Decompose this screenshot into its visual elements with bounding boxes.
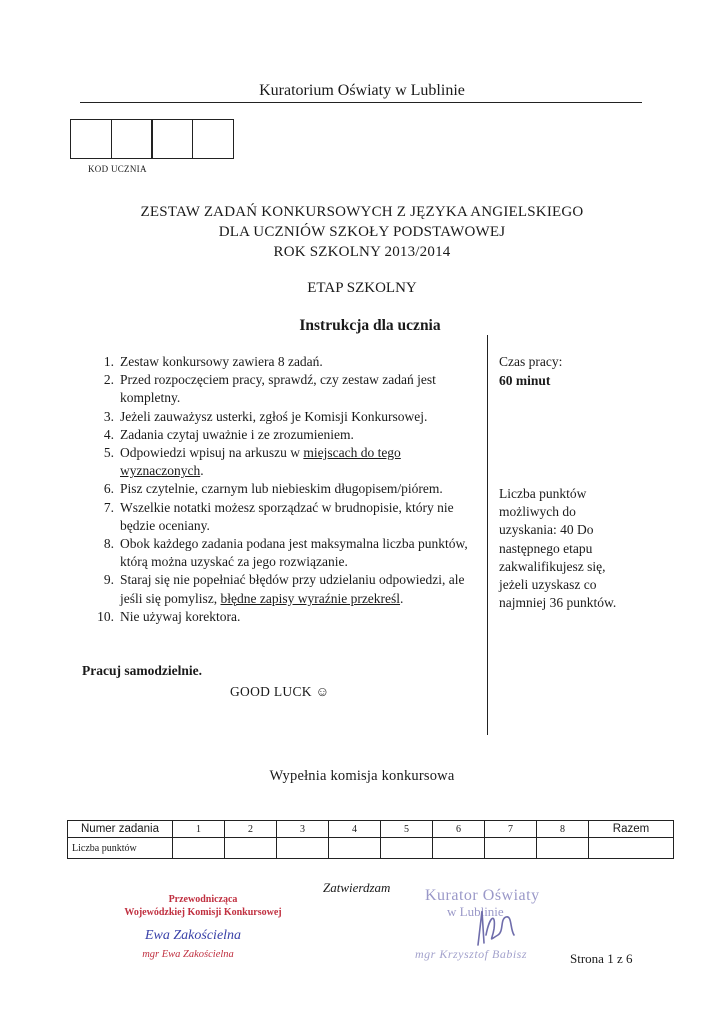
list-item: 10. Nie używaj korektora.	[97, 608, 241, 624]
points-cell[interactable]	[537, 838, 589, 859]
list-item: 2. Przed rozpoczęciem pracy, sprawdź, czy zestaw zadań jest kompletny.	[103, 372, 436, 406]
student-code-boxes	[70, 119, 232, 159]
instruction-text: Zadania czytaj uważnie i ze zrozumieniem.	[120, 426, 354, 442]
instruction-text: Nie używaj korektora.	[120, 608, 241, 624]
student-code-box[interactable]	[151, 119, 193, 159]
total-header: Razem	[589, 821, 674, 838]
chair-name: mgr Ewa Zakościelna	[142, 949, 234, 960]
list-item: 4. Zadania czytaj uważnie i ze zrozumieniem.	[103, 426, 354, 442]
curator-stamp-line-1: Kurator Oświaty	[425, 887, 540, 904]
instructions-heading: Instrukcja dla ucznia	[299, 317, 441, 334]
task-number-cell: 2	[225, 821, 277, 838]
task-number-cell: 4	[329, 821, 381, 838]
column-divider	[487, 335, 488, 735]
task-number-cell: 7	[485, 821, 537, 838]
instruction-text: Staraj się nie popełniać błędów przy udzielaniu odpowiedzi, ale jeśli się pomylisz,	[120, 572, 465, 606]
student-code-box[interactable]	[111, 119, 153, 159]
instruction-underlined: błędne zapisy wyraźnie przekreśl	[220, 590, 401, 606]
list-item: 9. Staraj się nie popełniać błędów przy udzielaniu odpowiedzi, ale jeśli się pomylisz, błędne zapisy wyraźnie przekreśl.	[103, 572, 465, 606]
instruction-underlined: miejscach do tego wyznaczonych	[120, 445, 401, 479]
approval-label: Zatwierdzam	[323, 880, 391, 895]
instruction-text: Przed rozpoczęciem pracy, sprawdź, czy zestaw zadań jest kompletny.	[120, 372, 436, 406]
title-line-1: ZESTAW ZADAŃ KONKURSOWYCH Z JĘZYKA ANGIELSKIEGO	[140, 204, 584, 220]
instructions-list	[92, 353, 482, 626]
table-row	[68, 821, 674, 838]
task-number-cell: 8	[537, 821, 589, 838]
instruction-text: Pisz czytelnie, czarnym lub niebieskim długopisem/piórem.	[120, 481, 443, 497]
curator-signature-icon	[472, 905, 518, 951]
instruction-text: Wszelkie notatki możesz sporządzać w brudnopisie, który nie będzie oceniany.	[120, 499, 454, 533]
points-cell[interactable]	[277, 838, 329, 859]
student-code-box[interactable]	[70, 119, 112, 159]
list-item: 3. Jeżeli zauważysz usterki, zgłoś je Komisji Konkursowej.	[103, 408, 428, 424]
student-code-label: KOD UCZNIA	[88, 164, 147, 174]
table-row	[68, 838, 674, 859]
instruction-text: Odpowiedzi wpisuj na arkuszu w	[120, 445, 304, 461]
task-number-cell: 1	[173, 821, 225, 838]
task-number-header: Numer zadania	[68, 821, 173, 838]
points-cell[interactable]	[329, 838, 381, 859]
curator-name: mgr Krzysztof Babisz	[415, 947, 528, 961]
task-number-cell: 6	[433, 821, 485, 838]
list-item: 5. Odpowiedzi wpisuj na arkuszu w miejscach do tego wyznaczonych.	[103, 445, 401, 479]
score-table	[67, 820, 674, 859]
curator-stamp-line-2: w Lublinie	[447, 904, 504, 919]
student-code-box[interactable]	[192, 119, 234, 159]
time-value: 60 minut	[499, 373, 551, 388]
chair-stamp: Przewodnicząca Wojewódzkiej Komisji Konkursowej	[124, 894, 282, 918]
list-item: 1. Zestaw konkursowy zawiera 8 zadań.	[103, 354, 323, 369]
stage-title: ETAP SZKOLNY	[307, 280, 417, 296]
time-label: Czas pracy:	[499, 354, 563, 369]
header-institution: Kuratorium Oświaty w Lublinie	[259, 82, 465, 99]
instruction-text: Zestaw konkursowy zawiera 8 zadań.	[120, 354, 323, 369]
title-line-2: DLA UCZNIÓW SZKOŁY PODSTAWOWEJ	[218, 224, 506, 240]
good-luck-text: GOOD LUCK ☺	[230, 684, 330, 699]
page-number: Strona 1 z 6	[570, 951, 633, 966]
list-item: 7. Wszelkie notatki możesz sporządzać w brudnopisie, który nie będzie oceniany.	[103, 499, 454, 533]
task-number-cell: 3	[277, 821, 329, 838]
points-cell[interactable]	[433, 838, 485, 859]
points-cell[interactable]	[173, 838, 225, 859]
chair-signature: Ewa Zakościelna	[145, 928, 242, 943]
final-note: Pracuj samodzielnie.	[82, 663, 202, 678]
header-divider	[80, 102, 642, 103]
instruction-text: Obok każdego zadania podana jest maksymalna liczba punktów, którą można uzyskać za jego rozwiązanie.	[120, 536, 468, 570]
score-table-caption: Wypełnia komisja konkursowa	[269, 768, 455, 784]
points-info: Liczba punktów możliwych do uzyskania: 40 Do następnego etapu zakwalifikujesz się, jeżeli uzyskasz co najmniej 36 punktów.	[499, 486, 617, 611]
points-cell[interactable]	[381, 838, 433, 859]
list-item: 6. Pisz czytelnie, czarnym lub niebieskim długopisem/piórem.	[103, 481, 443, 497]
task-number-cell: 5	[381, 821, 433, 838]
points-row-header: Liczba punktów	[68, 838, 173, 859]
points-cell[interactable]	[485, 838, 537, 859]
total-points-cell[interactable]	[589, 838, 674, 859]
instruction-text: Jeżeli zauważysz usterki, zgłoś je Komisji Konkursowej.	[120, 408, 428, 424]
title-line-3: ROK SZKOLNY 2013/2014	[273, 244, 451, 260]
points-cell[interactable]	[225, 838, 277, 859]
list-item: 8. Obok każdego zadania podana jest maksymalna liczba punktów, którą można uzyskać za jego rozwiązanie.	[103, 536, 468, 570]
